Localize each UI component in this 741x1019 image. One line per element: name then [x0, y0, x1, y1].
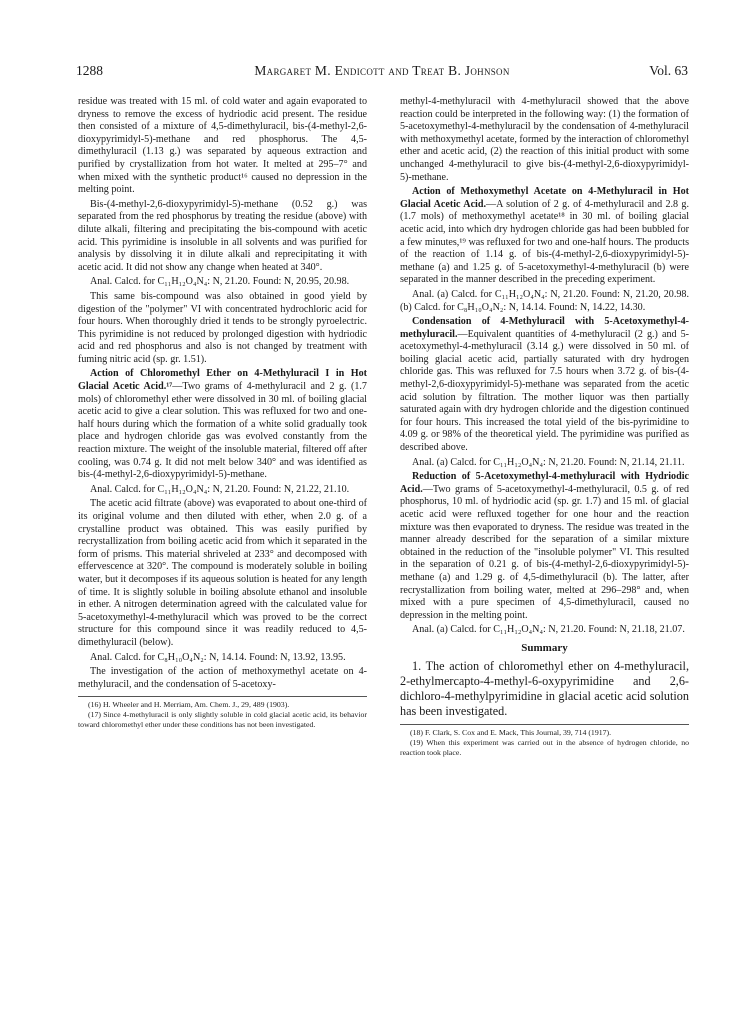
volume-label: Vol. 63	[649, 63, 688, 78]
left-column	[78, 96, 367, 729]
paragraph: residue was treated with 15 ml. of cold water and again evaporated to dryness to remove the excess of hydriodic acid present. The residue then consisted of a mixture of 4,5-dimethyluracil, bis-(4-methyl-2,6-dioxypyrimidyl-5)-methane and red phosphorus. The 4,5-dimethyluracil (1.13 g.) was separated by aqueous extraction and purified by crystallization from hot water. It melted at 295–7° and when mixed with the synthetic product¹⁶ caused no depression in the melting point.	[78, 96, 367, 196]
paragraph: This same bis-compound was also obtained in good yield by digestion of the "polymer" VI with concentrated hydrochloric acid for four hours. When thoroughly dried it tends to be strongly pyroelectric. This pyrimidine is not reduced by prolonged digestion with hydriodic acid and red phosphorus and also is not changed by treatment with fuming nitric acid (sp. gr. 1.51).	[78, 290, 367, 365]
summary-heading: Summary	[521, 641, 568, 654]
footnotes-right	[400, 728, 689, 757]
summary-item: 1. The action of chloromethyl ether on 4-methyluracil, 2-ethylmercapto-4-methyl-6-oxypyrimidine and 2,6-dichloro-4-methylpyrimidine in glacial acetic acid solution has been investigated.	[400, 658, 689, 719]
section-paragraph	[400, 186, 689, 287]
section-paragraph	[400, 316, 689, 455]
section-paragraph	[78, 368, 367, 481]
section-text: —Equivalent quantities of 4-methyluracil (2 g.) and 5-acetoxymethyl-4-methyluracil (3.14 g.) were dissolved in 50 ml. of boiling glacial acetic acid, partially saturated with dry hydrogen chloride gas. This was refluxed for 7.5 hours when 3.72 g. of bis-(4-methyl-2,6-dioxypyrimidyl-5)-methane was separated from the acetic acid solution by filtration. The mother liquor was then partially saturated again with dry hydrogen chloride and the digestion continued for four hours. This increased the total yield of the bis-pyrimidine to 4.09 g. or 98% of the theoretical yield. The pyrimidine was purified as described above.	[400, 328, 689, 454]
page-number: 1288	[76, 63, 103, 78]
analysis-line: Anal. Calcd. for C₁₁H₁₂O₄N₄: N, 21.20. Found: N, 20.95, 20.98.	[90, 276, 350, 288]
paragraph: Bis-(4-methyl-2,6-dioxypyrimidyl-5)-methane (0.52 g.) was separated from the red phosphorus by treating the residue (above) with dilute alkali, filtering and precipitating the bis-compound with acetic acid. This pyrimidine is insoluble in all solvents and was purified for analysis by dissolving it in dilute alkali and reprecipitating it with acetic acid. It did not show any change when heated at 340°.	[78, 198, 367, 273]
section-heading: Reduction of 5-Acetoxymethyl-4-methyluracil with Hydriodic Acid.	[400, 471, 689, 495]
section-heading: Condensation of 4-Methyluracil with 5-Acetoxymethyl-4-methyluracil.	[400, 316, 689, 340]
analysis-line: Anal. (a) Calcd. for C₁₁H₁₂O₄N₄: N, 21.20. Found: N, 21.18, 21.07.	[412, 624, 685, 636]
footnote-rule	[400, 724, 689, 725]
paragraph: The investigation of the action of methoxymethyl acetate on 4-methyluracil, and the condensation of 5-acetoxy-	[78, 666, 367, 690]
paragraph: methyl-4-methyluracil with 4-methyluracil showed that the above reaction could be interpreted in the following way: (1) the formation of 5-acetoxymethyl-4-methyluracil by the condensation of 4-methyluracil with methoxymethyl acetate, formed by the interaction of chloromethyl ether and acetic acid, (2) the reaction of this initial product with some unchanged 4-methyluracil to give bis-(4-methyl-2,6-dioxypyrimidyl-5)-methane.	[400, 96, 689, 183]
analysis-line: Anal. (a) Calcd. for C₁₁H₁₂O₄N₄: N, 21.20. Found: N, 21.14, 21.11.	[412, 456, 685, 468]
analysis-line: Anal. Calcd. for C₈H₁₀O₄N₂: N, 14.14. Found: N, 13.92, 13.95.	[90, 651, 346, 663]
footnote-rule	[78, 696, 367, 697]
paragraph: The acetic acid filtrate (above) was evaporated to about one-third of its original volume and then diluted with ether, when 2.0 g. of a crystalline product was obtained. This was easily purified by recrystallization from boiling acetic acid from which it separated in the form of prisms. This material shriveled at 233° and decomposed with effervescence at 320°. The compound is moderately soluble in boiling water, but it decomposes if its aqueous solution is heated for any length of time. It is slightly soluble in boiling absolute ethanol and insoluble in ether. A nitrogen determination agreed with the calculated value for 5-acetoxymethyl-4-methyluracil which was proved to be the correct structure for this compound since it was readily reduced to 4,5-dimethyluracil (below).	[78, 498, 367, 648]
footnote: (17) Since 4-methyluracil is only slightly soluble in cold glacial acetic acid, its behavior toward chloromethyl ether under these conditions has not been investigated.	[78, 709, 367, 729]
section-heading: Action of Chloromethyl Ether on 4-Methyluracil I in Hot Glacial Acetic Acid.¹⁷	[78, 368, 367, 393]
section-heading: Action of Methoxymethyl Acetate on 4-Methyluracil in Hot Glacial Acetic Acid.	[400, 186, 689, 210]
analysis-line: Anal. Calcd. for C₁₁H₁₂O₄N₄: N, 21.20. Found: N, 21.22, 21.10.	[90, 483, 350, 495]
section-paragraph	[400, 471, 689, 622]
section-text: —Two grams of 5-acetoxymethyl-4-methyluracil, 0.5 g. of red phosphorus, 10 ml. of hydriodic acid (sp. gr. 1.7) and 15 ml. of glacial acetic acid were refluxed together for one hour and the reaction mixture was then evaporated to dryness. The residue was treated in the manner already described for the separation of a similar mixture obtained in the reduction of the "insoluble polymer" VI. This resulted in the separation of 0.21 g. of bis-(4-methyl-2,6-dioxypyrimidyl-5)-methane (a) and 1.29 g. of 4,5-dimethyluracil (b). The latter, after recrystallization from boiling water, melted at 296–298° and, when mixed with a pure specimen of 4,5-dimethyluracil, caused no depression in the melting point.	[400, 483, 689, 621]
footnote: (19) When this experiment was carried out in the absence of hydrogen chloride, no reaction took place.	[400, 737, 689, 757]
section-text: —Two grams of 4-methyluracil and 2 g. (1.7 mols) of chloromethyl ether were dissolved in 30 ml. of boiling glacial acetic acid to give a clear solution. This was refluxed for two and one-half hours during which the formation of a white solid gradually took place and hydrogen chloride gas was evolved constantly from the reaction mixture. The weight of the insoluble material, filtered off after cooling, was 0.74 g. It did not melt below 340° and was identified as bis-(4-methyl-2,6-dioxypyrimidyl-5)-methane.	[78, 381, 367, 481]
section-text: —A solution of 2 g. of 4-methyluracil and 2.8 g. (1.7 mols) of methoxymethyl acetate¹⁸ in 30 ml. of boiling glacial acetic acid, into which dry hydrogen chloride gas had been bubbled for a few minutes,¹⁹ was refluxed for two and one-half hours. The products of the reaction of 1.14 g. of bis-(4-methyl-2,6-dioxypyrimidyl-5)-methane (a) and 1.25 g. of 5-acetoxymethyl-4-methyluracil (b) were separated in the manner described in the preceding experiment.	[400, 198, 689, 286]
footnotes-left	[78, 700, 367, 729]
running-title: Margaret M. Endicott and Treat B. Johnson	[254, 63, 510, 78]
analysis-line: Anal. (a) Calcd. for C₁₁H₁₂O₄N₄: N, 21.20. Found: N, 21.20, 20.98. (b) Calcd. for C₈H₁₀O₄N₂: N, 14.14. Found: N, 14.22, 14.30.	[400, 288, 689, 313]
running-header	[76, 62, 688, 80]
footnote: (18) F. Clark, S. Cox and E. Mack, This Journal, 39, 714 (1917).	[410, 728, 612, 738]
right-column	[400, 96, 689, 757]
footnote: (16) H. Wheeler and H. Merriam, Am. Chem. J., 29, 489 (1903).	[88, 700, 290, 710]
